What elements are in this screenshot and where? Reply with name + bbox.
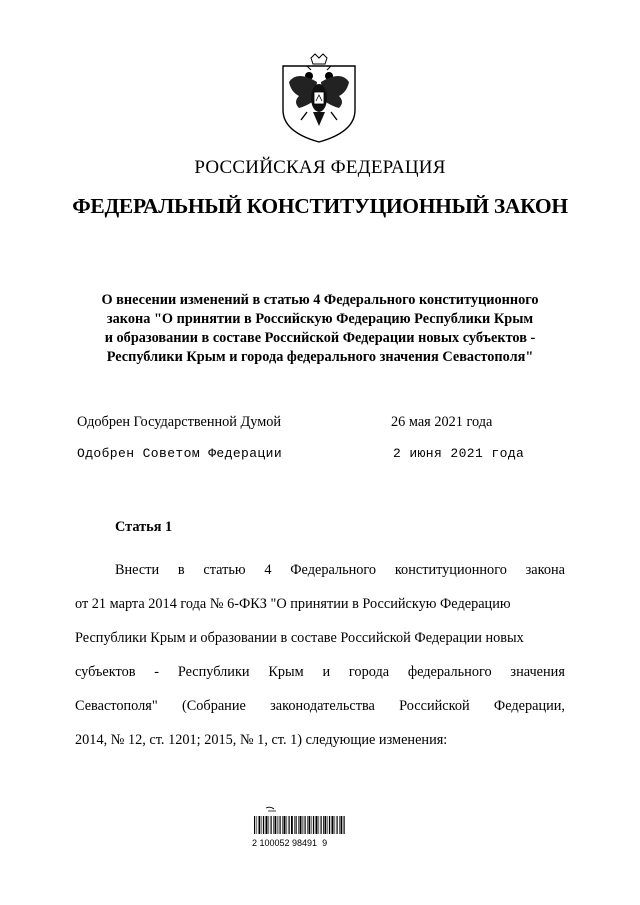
body-line — [75, 621, 565, 655]
article-heading: Статья 1 — [115, 519, 173, 535]
word: Федерального — [290, 562, 377, 578]
word: субъектов — [75, 664, 136, 680]
country-name: РОССИЙСКАЯ ФЕДЕРАЦИЯ — [194, 157, 446, 178]
word: федерального — [407, 664, 492, 680]
word: закона — [525, 562, 565, 578]
word: - — [154, 664, 160, 680]
barcode-icon — [252, 806, 350, 864]
approval-council-label: Одобрен Советом Федерации — [77, 446, 283, 461]
word: города — [348, 664, 390, 680]
line-text: 2014, № 12, ст. 1201; 2015, № 1, ст. 1) следующие изменения: — [75, 732, 448, 748]
body-line — [75, 553, 565, 587]
body-line — [75, 587, 565, 621]
line-text: Республики Крым и образовании в составе Российской Федерации новых — [75, 630, 524, 646]
word: 4 — [264, 562, 272, 578]
word: (Собрание — [181, 698, 246, 714]
body-line — [75, 689, 565, 723]
approval-council-date: 2 июня 2021 года — [393, 446, 525, 461]
body-line — [75, 723, 565, 757]
law-title — [60, 291, 580, 367]
approval-duma-label: Одобрен Государственной Думой — [77, 414, 282, 430]
law-title-line: О внесении изменений в статью 4 Федерального конституционного — [101, 292, 539, 308]
line-text: от 21 марта 2014 года № 6-ФКЗ "О принятии в Российскую Федерацию — [75, 596, 511, 612]
word: законодательства — [270, 698, 375, 714]
word: Российской — [399, 698, 470, 714]
word: и — [322, 664, 331, 680]
word: Республики — [177, 664, 250, 680]
word: Внести — [115, 562, 160, 578]
coat-of-arms-icon — [277, 52, 361, 144]
word: конституционного — [394, 562, 507, 578]
body-line — [75, 655, 565, 689]
word: Федерации, — [493, 698, 565, 714]
law-title-line: Республики Крым и города федерального значения Севастополя" — [106, 349, 534, 365]
law-title-line: и образовании в составе Российской Федерации новых субъектов - — [104, 330, 536, 346]
law-title-line: закона "О принятии в Российскую Федерацию Республики Крым — [106, 311, 534, 327]
approval-duma-date: 26 мая 2021 года — [391, 414, 493, 430]
word: Севастополя" — [75, 698, 158, 714]
law-type-heading: ФЕДЕРАЛЬНЫЙ КОНСТИТУЦИОННЫЙ ЗАКОН — [72, 194, 568, 218]
word: Крым — [268, 664, 304, 680]
word: статью — [203, 562, 246, 578]
barcode-number: 2 100052 98491 9 — [252, 838, 328, 848]
word: в — [177, 562, 185, 578]
article-body — [75, 553, 565, 757]
word: значения — [510, 664, 565, 680]
